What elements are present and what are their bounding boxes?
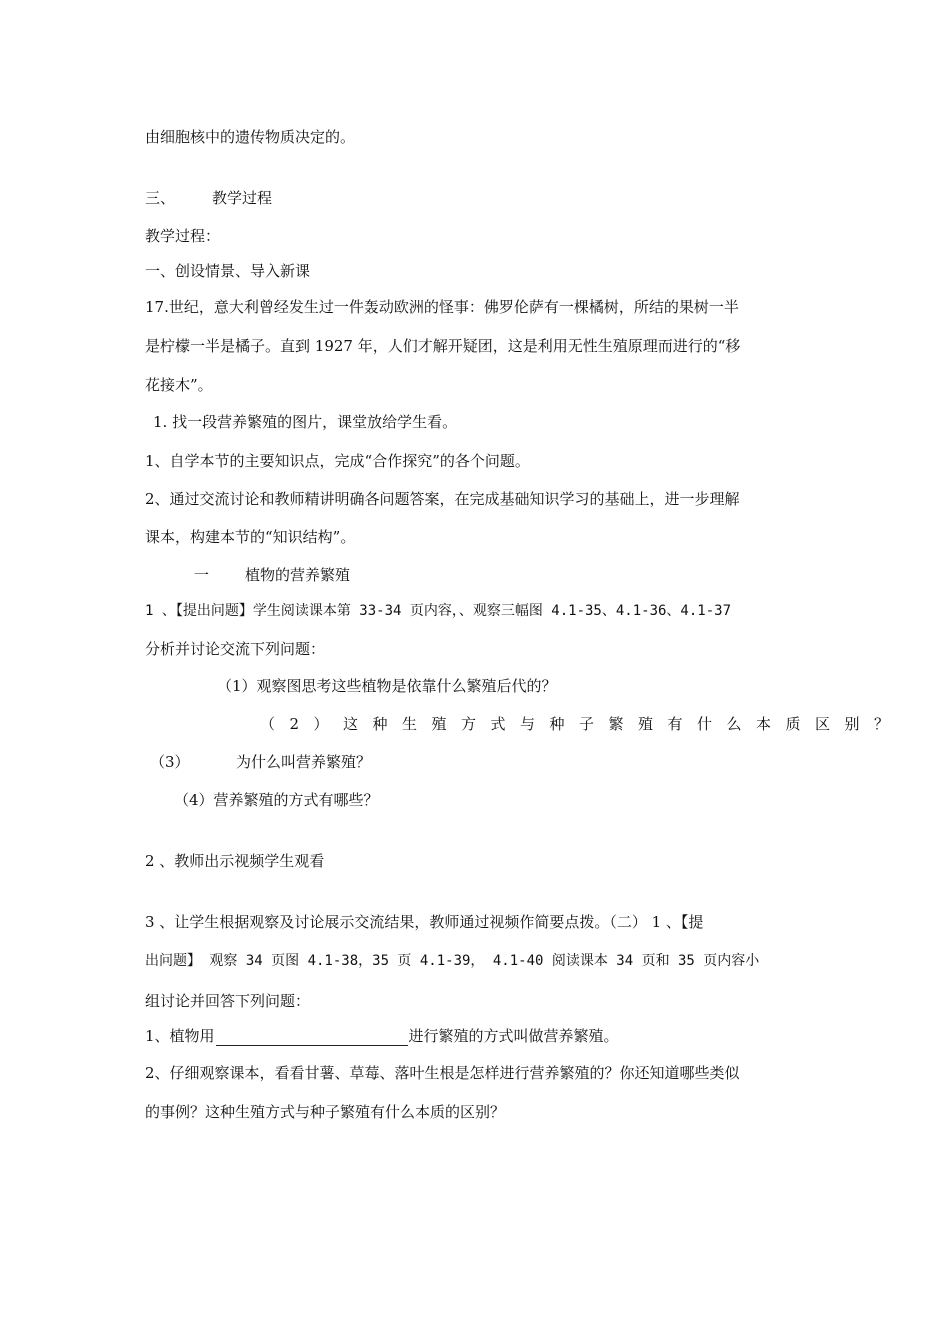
question-item: （4）营养繁殖的方式有哪些？ — [174, 791, 379, 809]
list-item: 1、自学本节的主要知识点，完成“合作探究”的各个问题。 — [145, 452, 530, 470]
list-item: 2 、教师出示视频学生观看 — [145, 852, 325, 870]
paragraph-line: 3 、让学生根据观察及讨论展示交流结果，教师通过视频作简要点拨。（二） 1 、【提 — [145, 913, 704, 931]
question-text: 1、植物用 — [145, 1027, 215, 1045]
list-item: 1. 找一段营养繁殖的图片，课堂放给学生看。 — [153, 413, 458, 431]
answer-blank[interactable] — [216, 1029, 408, 1046]
fill-in-question — [145, 1026, 619, 1046]
paragraph-line: 课本，构建本节的“知识结构”。 — [145, 528, 356, 546]
paragraph-line: 出问题】 观察 34 页图 4.1-38，35 页 4.1-39， 4.1-40 阅读课本 34 页和 35 页内容小 — [145, 953, 760, 969]
text-line: 由细胞核中的遗传物质决定的。 — [145, 128, 356, 146]
paragraph-line: 1 、【提出问题】学生阅读课本第 33-34 页内容，、观察三幅图 4.1-35、4.1-36、4.1-37 — [145, 603, 732, 619]
section-number: 三、 — [145, 189, 176, 207]
paragraph-line: 是柠檬一半是橘子。直到 1927 年，人们才解开疑团，这是利用无性生殖原理而进行的“移 — [145, 337, 741, 355]
text-line: 教学过程： — [145, 227, 221, 245]
paragraph-line: 2、仔细观察课本，看看甘薯、草莓、落叶生根是怎样进行营养繁殖的？你还知道哪些类似 — [145, 1064, 740, 1082]
paragraph-line: 2、通过交流讨论和教师精讲明确各问题答案，在完成基础知识学习的基础上，进一步理解 — [145, 490, 740, 508]
question-text: 进行繁殖的方式叫做营养繁殖。 — [408, 1027, 619, 1045]
question-item: 为什么叫营养繁殖？ — [236, 753, 372, 771]
question-item: （2）这种生殖方式与种子繁殖有什么本质区别？ — [260, 715, 904, 733]
paragraph-line: 17.世纪，意大利曾经发生过一件轰动欧洲的怪事：佛罗伦萨有一棵橘树，所结的果树一半 — [145, 298, 739, 316]
section-heading: 教学过程 — [212, 189, 273, 207]
section-number: 一 — [194, 566, 210, 584]
question-item: （1）观察图思考这些植物是依靠什么繁殖后代的？ — [217, 677, 557, 695]
paragraph-line: 组讨论并回答下列问题： — [145, 992, 311, 1010]
paragraph-line: 的事例？这种生殖方式与种子繁殖有什么本质的区别？ — [145, 1103, 506, 1121]
section-heading: 植物的营养繁殖 — [245, 566, 351, 584]
question-number: （3） — [150, 753, 190, 771]
paragraph-line: 花接木”。 — [145, 376, 213, 394]
paragraph-line: 分析并讨论交流下列问题： — [145, 640, 326, 658]
subheading: 一、创设情景、导入新课 — [145, 262, 311, 280]
